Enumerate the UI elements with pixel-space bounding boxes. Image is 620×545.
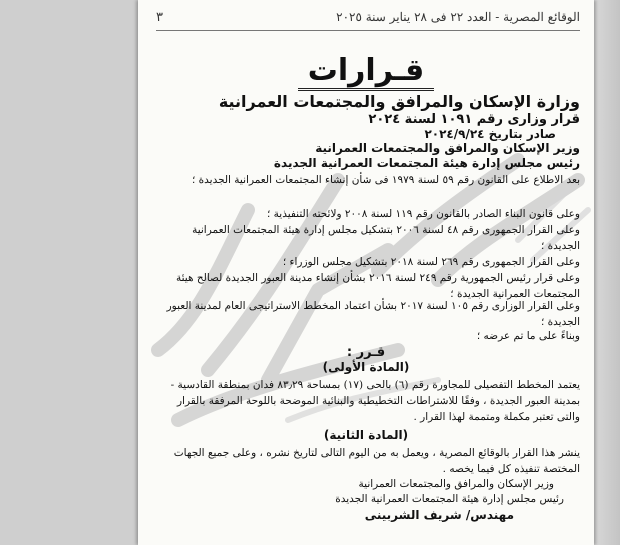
signature-title: رئيس مجلس إدارة هيئة المجتمعات العمرانية الجديدة [335, 493, 564, 505]
preamble-paragraph: بعد الاطلاع على القانون رقم ٥٩ لسنة ١٩٧٩ فى شأن إنشاء المجتمعات العمرانية الجديدة ؛ [191, 174, 580, 186]
minister-title: وزير الإسكان والمرافق والمجتمعات العمرانية [315, 141, 580, 155]
decree-number: قرار وزارى رقم ١٠٩١ لسنة ٢٠٢٤ [368, 112, 580, 127]
article-text: يعتمد المخطط التفصيلى للمجاورة رقم (٦) بالحى (١٧) بمساحة ٨٣٫٢٩ فدان بمنطقة القادسية - بمدينة العبور الجديدة ، وفقًا للاشتراطات التخطيطية والبنائية الموضحة باللوحة المرفقة بالقرار والتى تعتبر مكملة ومتممة لهذا القرار . [170, 379, 580, 423]
document-page[interactable] [138, 0, 594, 545]
window-background [594, 0, 620, 545]
page-number: ٣ [156, 9, 163, 25]
issued-date: صادر بتاريخ ٢٠٢٤/٩/٢٤ [424, 127, 556, 141]
running-header [156, 6, 580, 28]
preamble-paragraph: وعلى القرار الوزارى رقم ١٠٥ لسنة ٢٠١٧ بشأن اعتماد المخطط الاستراتيجى العام لمدينة العبور الجديدة ؛ [166, 300, 580, 328]
resolves-heading: قـرر : [346, 345, 386, 360]
ministry-heading: وزارة الإسكان والمرافق والمجتمعات العمرانية [218, 92, 580, 111]
article-heading: (المادة الثانية) [323, 428, 409, 442]
title-container [138, 53, 594, 91]
section-title: قـرارات [298, 56, 435, 91]
preamble-paragraph: وعلى قانون البناء الصادر بالقانون رقم ١١٩ لسنة ٢٠٠٨ ولائحته التنفيذية ؛ [266, 208, 580, 220]
preamble-paragraph: وعلى قرار رئيس الجمهورية رقم ٢٤٩ لسنة ٢٠١٦ بشأن إنشاء مدينة العبور الجديدة لصالح هيئة المجتمعات العمرانية الجديدة ؛ [176, 272, 580, 300]
signature-title: وزير الإسكان والمرافق والمجتمعات العمرانية [358, 478, 554, 490]
preamble-paragraph: وبناءً على ما تم عرضه ؛ [476, 330, 580, 342]
signatory-name: مهندس/ شريف الشربينى [364, 508, 514, 522]
article-text: ينشر هذا القرار بالوقائع المصرية ، ويعمل به من اليوم التالى لتاريخ نشره ، وعلى جميع الجهات المختصة تنفيذه كل فيما يخصه . [173, 447, 580, 475]
header-rule [156, 30, 580, 31]
running-title: الوقائع المصرية - العدد ٢٢ فى ٢٨ يناير سنة ٢٠٢٥ [336, 10, 580, 24]
preamble-paragraph: وعلى القرار الجمهورى رقم ٢٦٩ لسنة ٢٠١٨ بتشكيل مجلس الوزراء ؛ [282, 256, 580, 268]
article-heading: (المادة الأولى) [322, 360, 410, 374]
chairman-title: رئيس مجلس إدارة هيئة المجتمعات العمرانية الجديدة [273, 156, 580, 170]
preamble-paragraph: وعلى القرار الجمهورى رقم ٤٨ لسنة ٢٠٠٦ بتشكيل مجلس إدارة هيئة المجتمعات العمرانية الجديدة ؛ [192, 224, 580, 252]
